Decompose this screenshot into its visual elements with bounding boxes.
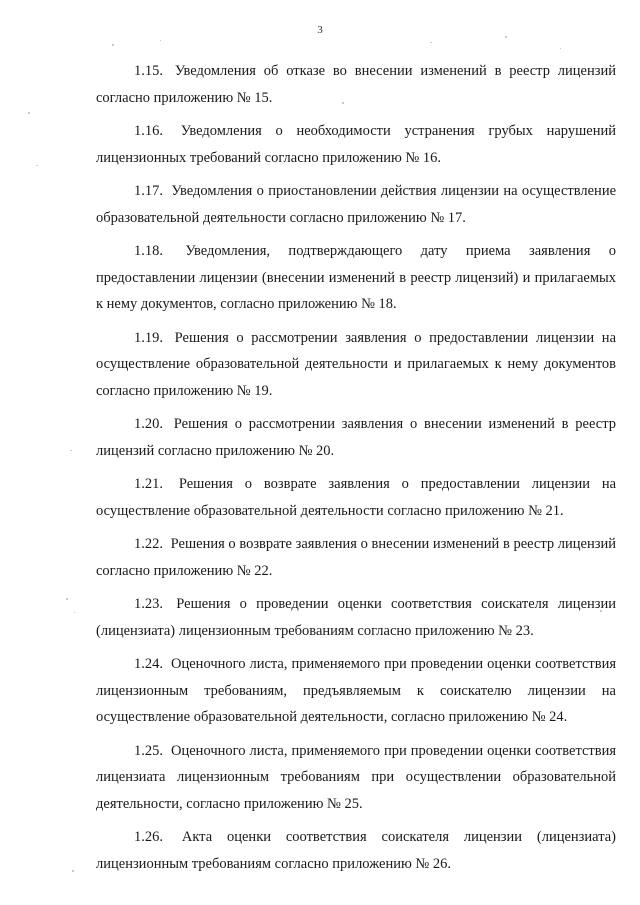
item-text: Уведомления о необходимости устранения грубых нарушений лицензионных требований согласно приложению № 16. bbox=[96, 123, 617, 166]
list-item bbox=[96, 178, 616, 231]
item-text: Уведомления о приостановлении действия лицензии на осуществление образовательной деятельности согласно приложению № 17. bbox=[96, 183, 617, 226]
scan-speck bbox=[505, 36, 507, 38]
item-number: 1.20. bbox=[134, 416, 163, 432]
item-number: 1.18. bbox=[134, 243, 163, 259]
scan-speck bbox=[70, 450, 72, 451]
list-item bbox=[96, 531, 616, 584]
item-number: 1.15. bbox=[134, 63, 163, 79]
scan-speck bbox=[36, 165, 38, 166]
item-text: Уведомления, подтверждающего дату приема заявления о предоставлении лицензии (внесении изменений в реестр лицензий) и прилагаемых к нему документов, согласно приложению № 18. bbox=[96, 243, 616, 312]
list-item bbox=[96, 738, 616, 818]
document-body bbox=[96, 58, 616, 884]
scan-speck bbox=[66, 598, 68, 600]
item-number: 1.24. bbox=[134, 656, 163, 672]
item-text: Решения о проведении оценки соответствия соискателя лицензии (лицензиата) лицензионным требованиям согласно приложению № 23. bbox=[96, 596, 617, 639]
item-text: Решения о возврате заявления о предоставлении лицензии на осуществление образовательной деятельности согласно приложению № 21. bbox=[96, 476, 617, 519]
list-item bbox=[96, 471, 616, 524]
list-item bbox=[96, 651, 616, 731]
item-text: Акта оценки соответствия соискателя лицензии (лицензиата) лицензионным требованиям согласно приложению № 26. bbox=[96, 829, 617, 872]
item-number: 1.26. bbox=[134, 829, 163, 845]
scan-speck bbox=[430, 42, 432, 43]
scan-speck bbox=[72, 870, 74, 872]
scan-speck bbox=[112, 44, 114, 46]
list-item bbox=[96, 824, 616, 877]
item-text: Уведомления об отказе во внесении изменений в реестр лицензий согласно приложению № 15. bbox=[96, 63, 617, 106]
scan-speck bbox=[74, 612, 75, 613]
list-item bbox=[96, 238, 616, 318]
item-number: 1.19. bbox=[134, 329, 163, 346]
item-text: Решения о рассмотрении заявления о предоставлении лицензии на осуществление образовательной деятельности и прилагаемых к нему документов согласно приложению № 19. bbox=[96, 329, 617, 399]
item-number: 1.23. bbox=[134, 596, 163, 612]
scan-speck bbox=[28, 112, 30, 114]
list-item bbox=[96, 411, 616, 464]
item-text: Оценочного листа, применяемого при проведении оценки соответствия лицензионным требованиям, предъявляемым к соискателю лицензии на осуществление образовательной деятельности, согласно приложению № 24. bbox=[96, 656, 617, 725]
item-text: Решения о возврате заявления о внесении изменений в реестр лицензий согласно приложению № 22. bbox=[96, 536, 616, 579]
list-item bbox=[96, 58, 616, 111]
item-text: Оценочного листа, применяемого при проведении оценки соответствия лицензиата лицензионным требованиям при осуществлении образовательной деятельности, согласно приложению № 25. bbox=[96, 742, 617, 812]
item-number: 1.22. bbox=[134, 536, 163, 552]
page-number: 3 bbox=[317, 24, 323, 36]
item-number: 1.21. bbox=[134, 476, 163, 492]
list-item bbox=[96, 118, 616, 171]
item-number: 1.25. bbox=[134, 742, 163, 759]
item-text: Решения о рассмотрении заявления о внесении изменений в реестр лицензий согласно приложению № 20. bbox=[96, 416, 616, 459]
item-number: 1.17. bbox=[134, 183, 163, 199]
scan-speck bbox=[160, 40, 161, 41]
list-item bbox=[96, 325, 616, 405]
item-number: 1.16. bbox=[134, 123, 163, 139]
scan-speck bbox=[560, 48, 561, 49]
list-item bbox=[96, 591, 616, 644]
